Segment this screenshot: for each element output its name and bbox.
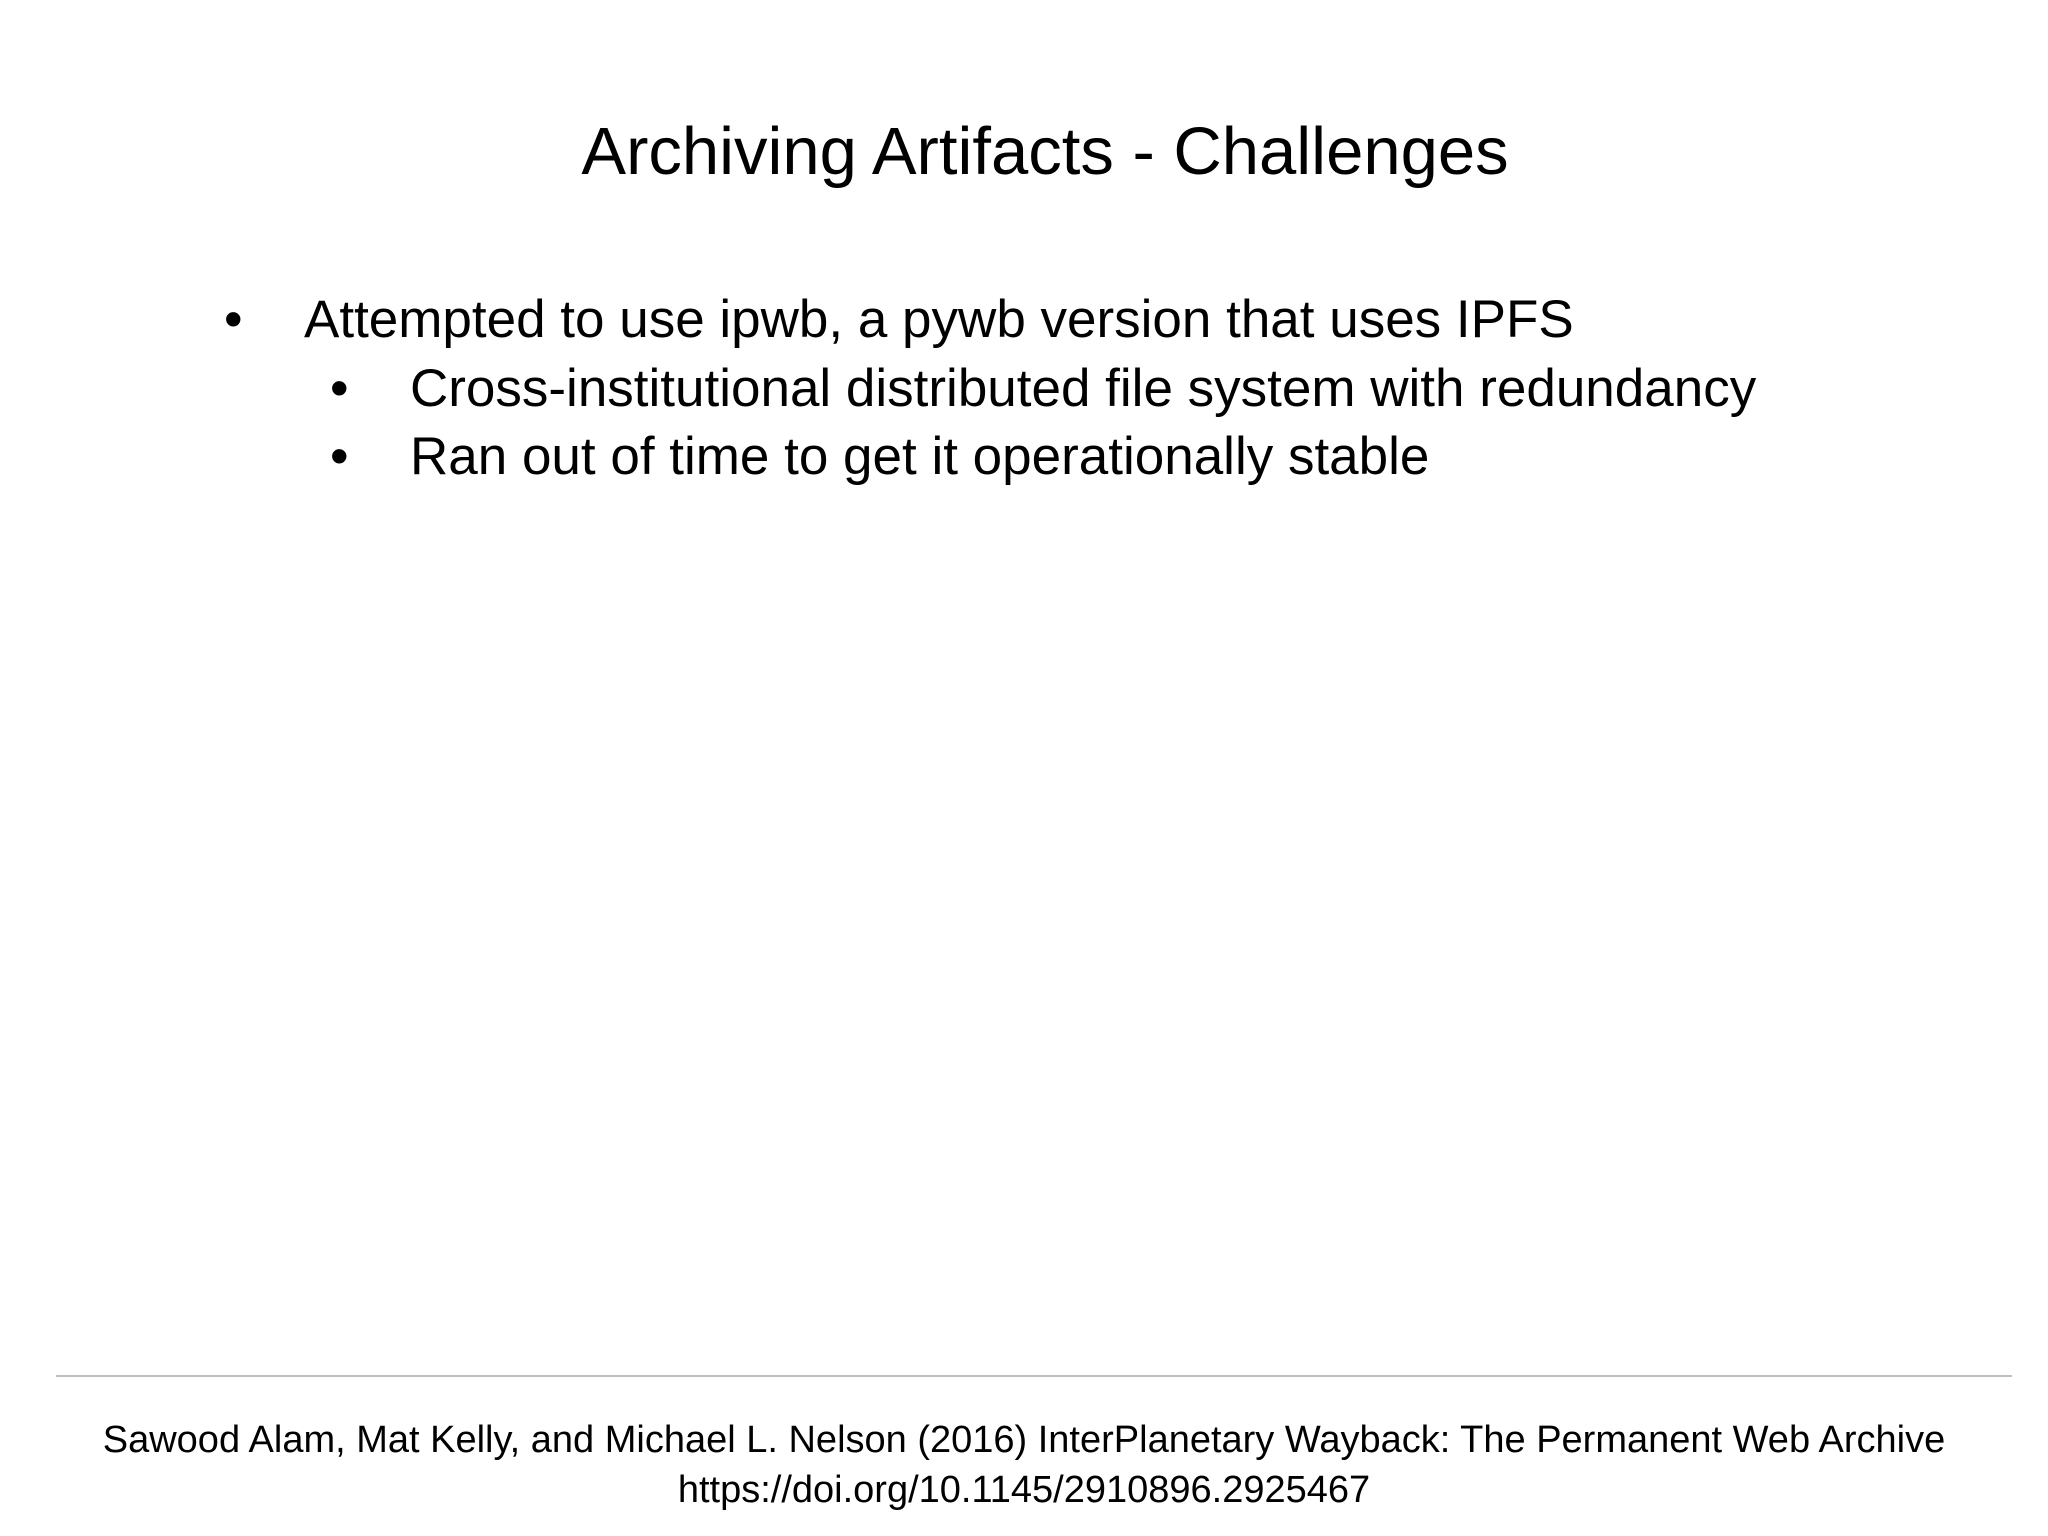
bullet-marker: • (330, 427, 349, 486)
bullet-marker: • (224, 290, 243, 349)
bullet-text: Cross-institutional distributed file system with redundancy (410, 359, 1757, 418)
citation-text: Sawood Alam, Mat Kelly, and Michael L. Nelson (2016) InterPlanetary Wayback: The Permanent Web Archive (102, 1419, 1946, 1461)
footer-divider (56, 1375, 2012, 1377)
bullet-text: Attempted to use ipwb, a pywb version that uses IPFS (304, 290, 1574, 349)
bullet-marker: • (330, 359, 349, 418)
bullet-text: Ran out of time to get it operationally stable (410, 427, 1430, 486)
footer-citation (0, 1415, 2048, 1515)
doi-link[interactable]: https://doi.org/10.1145/2910896.2925467 (677, 1469, 1371, 1511)
slide-title: Archiving Artifacts - Challenges (581, 114, 1509, 189)
